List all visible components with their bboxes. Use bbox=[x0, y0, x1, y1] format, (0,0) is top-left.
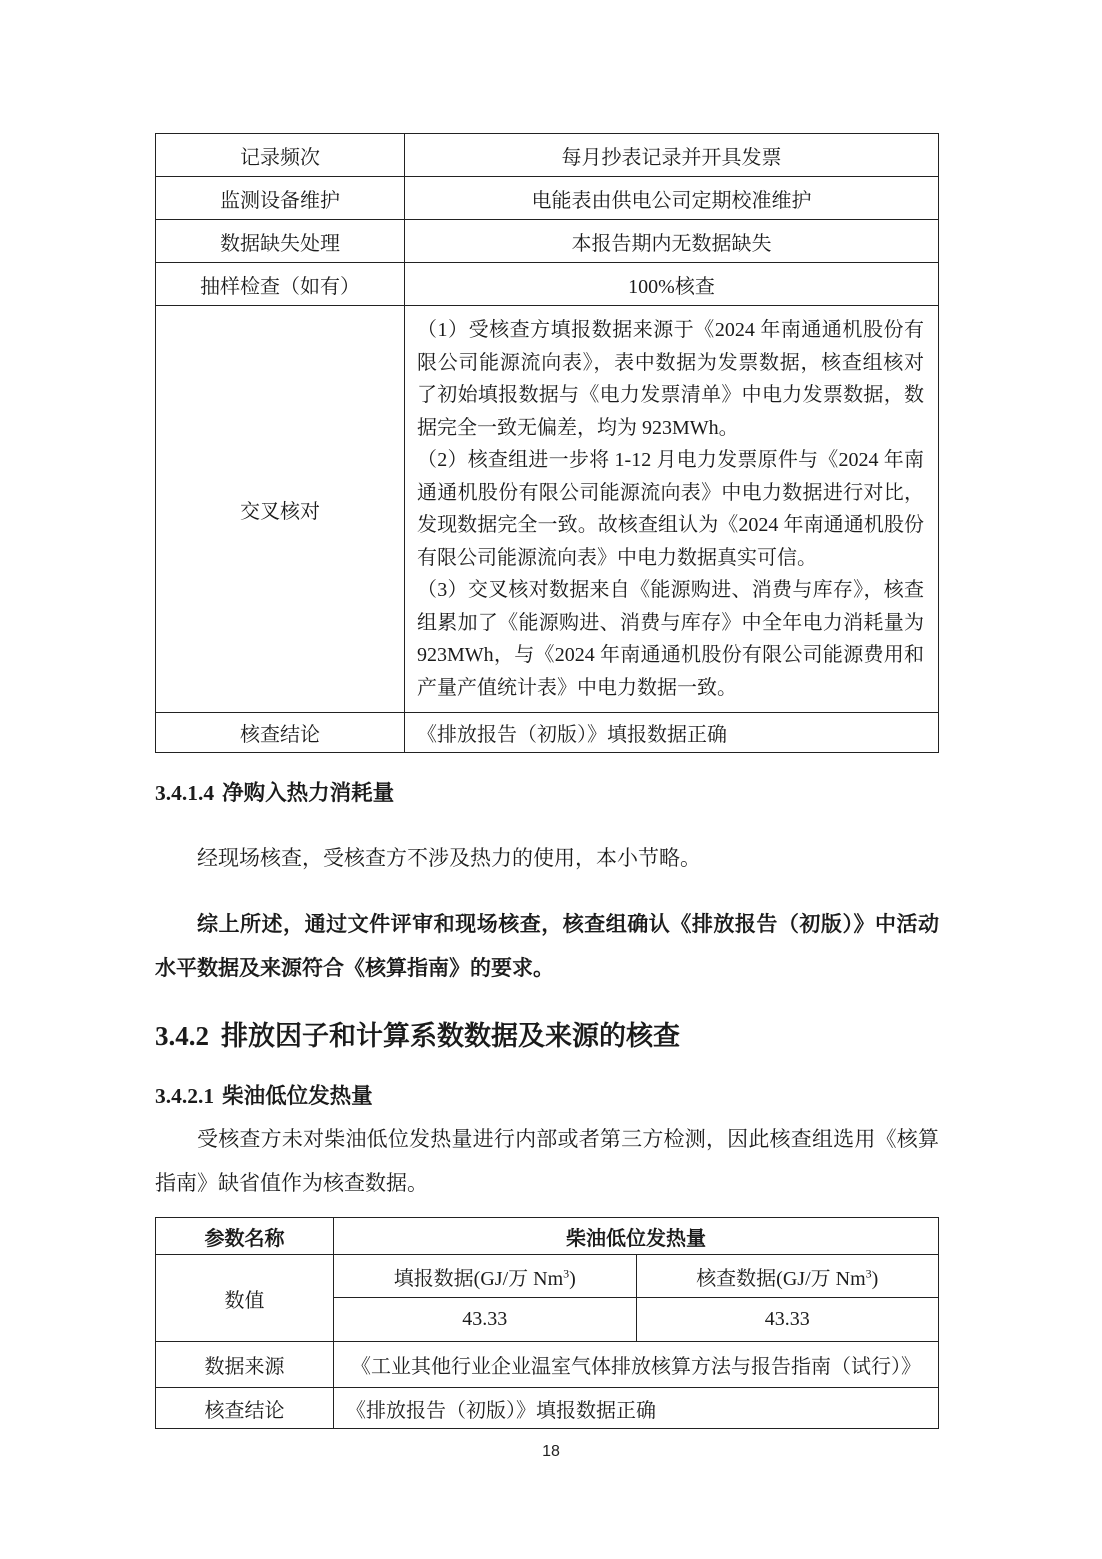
section-3-4-2-1-paragraph: 受核查方未对柴油低位发热量进行内部或者第三方检测，因此核查组选用《核算指南》缺省值作为核查数据。 bbox=[155, 1127, 939, 1195]
row-value: 本报告期内无数据缺失 bbox=[405, 220, 939, 263]
section-heading-3-4-2-1 bbox=[155, 1081, 939, 1111]
data-source-value: 《工业其他行业企业温室气体排放核算方法与报告指南（试行）》 bbox=[334, 1342, 939, 1388]
section-3-4-1-4-paragraph: 经现场核查，受核查方不涉及热力的使用，本小节略。 bbox=[197, 846, 701, 870]
unit-text: ) bbox=[871, 1267, 879, 1290]
unit-text: 核查数据(GJ/万 Nm bbox=[696, 1267, 866, 1290]
verified-data-header bbox=[636, 1255, 939, 1298]
section-title: 柴油低位发热量 bbox=[222, 1084, 373, 1108]
table-row bbox=[156, 134, 939, 177]
table-row bbox=[156, 220, 939, 263]
table-row bbox=[156, 263, 939, 306]
data-source-row bbox=[156, 1342, 939, 1388]
param-name-value: 柴油低位发热量 bbox=[334, 1218, 939, 1255]
row-label: 记录频次 bbox=[156, 134, 405, 177]
section-heading-3-4-1-4 bbox=[155, 778, 939, 808]
conclusion-row bbox=[156, 1388, 939, 1429]
reported-data-value: 43.33 bbox=[334, 1298, 637, 1342]
section-number: 3.4.1.4 bbox=[155, 781, 215, 805]
conclusion-row bbox=[156, 713, 939, 753]
verified-data-value: 43.33 bbox=[636, 1298, 939, 1342]
row-label: 数据缺失处理 bbox=[156, 220, 405, 263]
table-row bbox=[156, 177, 939, 220]
page-content bbox=[155, 133, 939, 1429]
value-label: 数值 bbox=[156, 1255, 334, 1342]
row-label: 交叉核对 bbox=[156, 306, 405, 713]
unit-text: ) bbox=[569, 1267, 576, 1290]
section-heading-3-4-2 bbox=[155, 1016, 939, 1056]
cross-check-row bbox=[156, 306, 939, 713]
row-label: 监测设备维护 bbox=[156, 177, 405, 220]
section-number: 3.4.2.1 bbox=[155, 1084, 215, 1108]
row-label: 核查结论 bbox=[156, 713, 405, 753]
reported-data-header bbox=[334, 1255, 637, 1298]
param-name-label: 参数名称 bbox=[156, 1218, 334, 1255]
unit-text: 填报数据(GJ/万 Nm bbox=[393, 1267, 564, 1290]
cross-check-content bbox=[405, 306, 939, 713]
data-source-label: 数据来源 bbox=[156, 1342, 334, 1388]
row-value: 电能表由供电公司定期校准维护 bbox=[405, 177, 939, 220]
row-value: 《排放报告（初版）》填报数据正确 bbox=[405, 713, 939, 753]
table-header-row bbox=[156, 1218, 939, 1255]
cross-check-paragraph-3: （3）交叉核对数据来自《能源购进、消费与库存》，核查组累加了《能源购进、消费与库存》中全年电力消耗量为 923MWh，与《2024 年南通通机股份有限公司能源费用和产量产值统计表》中电力数据一致。 bbox=[417, 579, 924, 699]
section-title: 净购入热力消耗量 bbox=[222, 781, 395, 805]
section-number: 3.4.2 bbox=[155, 1021, 209, 1051]
diesel-heating-value-table bbox=[155, 1217, 939, 1429]
summary-paragraph: 综上所述，通过文件评审和现场核查，核查组确认《排放报告（初版）》中活动水平数据及来源符合《核算指南》的要求。 bbox=[155, 912, 939, 980]
cross-check-paragraph-1: （1）受核查方填报数据来源于《2024 年南通通机股份有限公司能源流向表》，表中数据为发票数据，核查组核对了初始填报数据与《电力发票清单》中电力发票数据，数据完全一致无偏差，均为 923MWh。 bbox=[417, 319, 924, 439]
electricity-verification-table bbox=[155, 133, 939, 753]
conclusion-value: 《排放报告（初版）》填报数据正确 bbox=[334, 1388, 939, 1429]
table-row bbox=[156, 1255, 939, 1298]
row-label: 抽样检查（如有） bbox=[156, 263, 405, 306]
section-title: 排放因子和计算系数数据及来源的核查 bbox=[221, 1021, 680, 1051]
unit-superscript: 3 bbox=[563, 1265, 570, 1280]
cross-check-paragraph-2: （2）核查组进一步将 1-12 月电力发票原件与《2024 年南通通机股份有限公司能源流向表》中电力数据进行对比，发现数据完全一致。故核查组认为《2024 年南通通机股份有限公司能源流向表》中电力数据真实可信。 bbox=[417, 449, 924, 569]
row-value: 每月抄表记录并开具发票 bbox=[405, 134, 939, 177]
page-number: 18 bbox=[542, 1443, 560, 1460]
row-value: 100%核查 bbox=[405, 263, 939, 306]
conclusion-label: 核查结论 bbox=[156, 1388, 334, 1429]
unit-superscript: 3 bbox=[865, 1265, 872, 1280]
